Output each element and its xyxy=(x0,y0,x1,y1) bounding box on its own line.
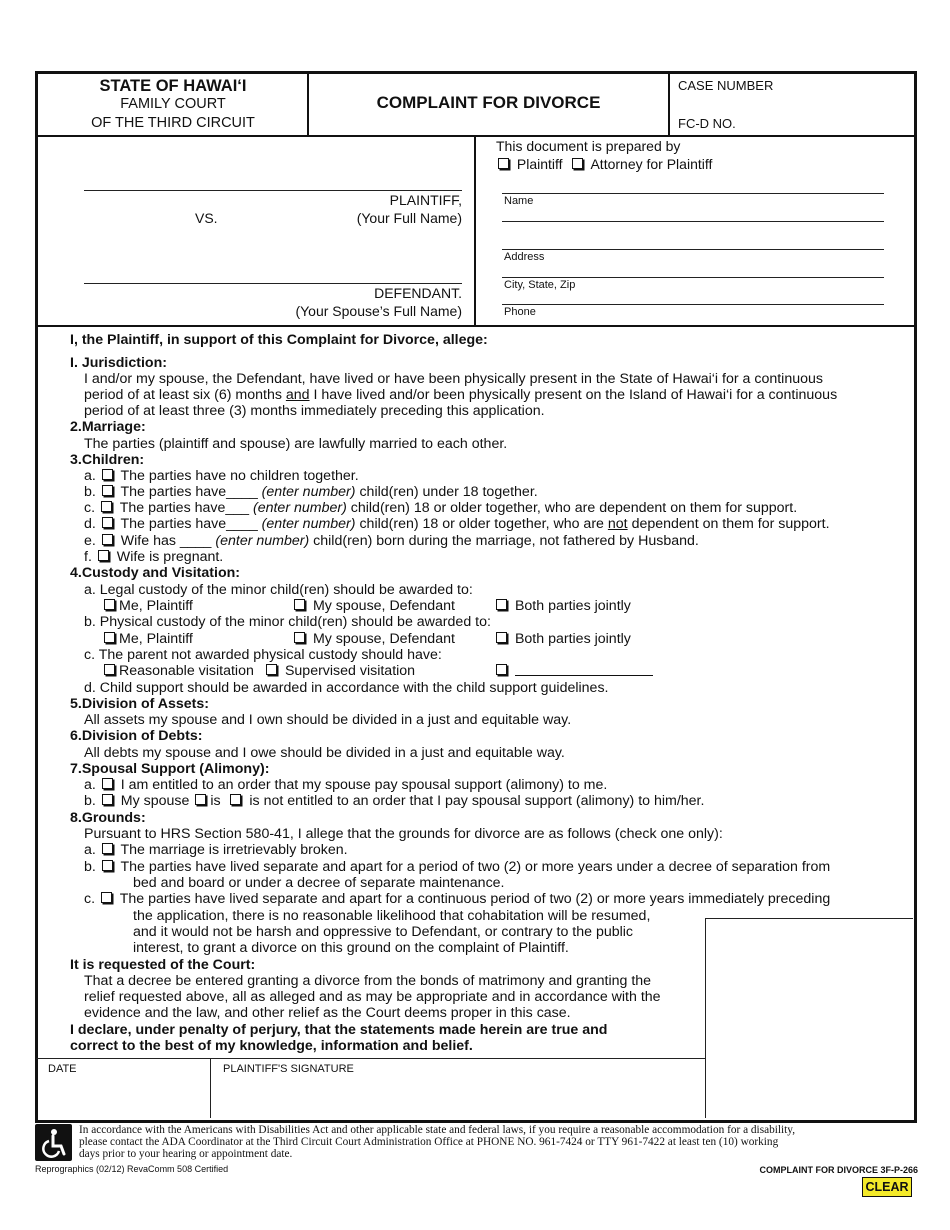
alimony-option-a: a. I am entitled to an order that my spouse pay spousal support (alimony) to me. xyxy=(84,777,608,793)
jurisdiction-text: I and/or my spouse, the Defendant, have lived or have been physically present in the State of Hawai‘i for a continuous xyxy=(84,371,823,387)
alimony-is-checkbox[interactable] xyxy=(195,794,206,805)
children-b-checkbox[interactable] xyxy=(102,485,113,496)
section-heading: 5.Division of Assets: xyxy=(70,696,210,712)
children-option-e: e. Wife has ____ (enter number) child(ren) born during the marriage, not fathered by Husband. xyxy=(84,533,699,549)
address-field-line1[interactable] xyxy=(502,221,884,222)
visitation-reasonable: Reasonable visitation xyxy=(102,663,254,679)
signature-row-top xyxy=(36,1058,706,1059)
signature-row-divider xyxy=(210,1058,211,1118)
alimony-option-b: b. My spouse is is not entitled to an order that I pay spousal support (alimony) to him/her. xyxy=(84,793,705,809)
date-label: DATE xyxy=(48,1063,77,1075)
parties-divider xyxy=(474,136,476,326)
legal-me-checkbox[interactable] xyxy=(104,599,115,610)
physical-me-checkbox[interactable] xyxy=(104,632,115,643)
section-heading: 4.Custody and Visitation: xyxy=(70,565,241,581)
legal-spouse-checkbox[interactable] xyxy=(294,599,305,610)
phone-field[interactable] xyxy=(502,304,884,305)
name-label: Name xyxy=(504,195,534,207)
debts-text: All debts my spouse and I owe should be divided in a just and equitable way. xyxy=(84,745,565,761)
prepared-by-title: This document is prepared by xyxy=(496,138,681,154)
children-option-a: a. The parties have no children together. xyxy=(84,468,359,484)
plaintiff-label: PLAINTIFF, xyxy=(389,192,462,208)
physical-both-checkbox[interactable] xyxy=(496,632,507,643)
city-state-zip-field[interactable] xyxy=(502,277,884,278)
request-text: relief requested above, all as alleged and as may be appropriate and in accordance with the xyxy=(84,989,661,1005)
alimony-b-checkbox[interactable] xyxy=(102,794,113,805)
jurisdiction-text: period of at least three (3) months immediately preceding this application. xyxy=(84,403,545,419)
children-option-c: c. The parties have___ (enter number) child(ren) 18 or older together, who are dependent on them for support. xyxy=(84,500,798,516)
attorney-checkbox[interactable] xyxy=(572,158,583,169)
case-number-label: CASE NUMBER xyxy=(678,78,774,93)
page-title: COMPLAINT FOR DIVORCE xyxy=(376,93,601,112)
child-support-text: d. Child support should be awarded in accordance with the child support guidelines. xyxy=(84,680,609,696)
legal-custody-options: Me, Plaintiff xyxy=(102,598,193,614)
supervised-visitation-checkbox[interactable] xyxy=(266,664,277,675)
physical-custody-text: b. Physical custody of the minor child(ren) should be awarded to: xyxy=(84,614,491,630)
legal-both-option: Both parties jointly xyxy=(494,598,631,614)
plaintiff-option-label: Plaintiff xyxy=(516,156,563,172)
signature-label: PLAINTIFF'S SIGNATURE xyxy=(223,1063,354,1075)
clear-button[interactable]: CLEAR xyxy=(862,1177,912,1197)
other-visitation-checkbox[interactable] xyxy=(496,664,507,675)
visitation-other xyxy=(494,663,653,679)
alimony-a-checkbox[interactable] xyxy=(102,778,113,789)
visitation-text: c. The parent not awarded physical custody should have: xyxy=(84,647,442,663)
alimony-is-not-checkbox[interactable] xyxy=(230,794,241,805)
children-f-checkbox[interactable] xyxy=(98,550,109,561)
address-label: Address xyxy=(504,251,545,263)
physical-both-option: Both parties jointly xyxy=(494,631,631,647)
state-title: STATE OF HAWAI‘I xyxy=(99,77,247,95)
grounds-a-checkbox[interactable] xyxy=(102,843,113,854)
grounds-option-b-cont: bed and board or under a decree of separate maintenance. xyxy=(133,875,505,891)
fcd-number-label: FC-D NO. xyxy=(678,116,736,131)
reasonable-visitation-checkbox[interactable] xyxy=(104,664,115,675)
plaintiff-name-field[interactable] xyxy=(84,190,462,191)
physical-spouse-option: My spouse, Defendant xyxy=(292,631,455,647)
circuit-name: OF THE THIRD CIRCUIT xyxy=(91,115,255,131)
court-stamp-box-top xyxy=(705,918,913,919)
other-visitation-field[interactable] xyxy=(515,663,653,676)
legal-both-checkbox[interactable] xyxy=(496,599,507,610)
address-field[interactable] xyxy=(502,249,884,250)
court-stamp-box-left xyxy=(705,918,706,1118)
plaintiff-hint: (Your Full Name) xyxy=(356,210,462,226)
grounds-option-c: c. The parties have lived separate and apart for a continuous period of two (2) or more years immediately preceding xyxy=(84,891,831,907)
court-name: FAMILY COURT xyxy=(120,96,226,112)
legal-spouse-option: My spouse, Defendant xyxy=(292,598,455,614)
grounds-c-checkbox[interactable] xyxy=(101,892,112,903)
children-c-checkbox[interactable] xyxy=(101,501,112,512)
date-field[interactable] xyxy=(40,1076,206,1114)
visitation-supervised: Supervised visitation xyxy=(264,663,415,679)
section-heading: 7.Spousal Support (Alimony): xyxy=(70,761,270,777)
grounds-option-a: a. The marriage is irretrievably broken. xyxy=(84,842,348,858)
defendant-name-field[interactable] xyxy=(84,283,462,284)
marriage-text: The parties (plaintiff and spouse) are lawfully married to each other. xyxy=(84,436,508,452)
section-heading: 8.Grounds: xyxy=(70,810,146,826)
children-option-b: b. The parties have____ (enter number) child(ren) under 18 together. xyxy=(84,484,538,500)
grounds-option-c-cont: interest, to grant a divorce on this ground on the complaint of Plaintiff. xyxy=(133,940,569,956)
versus-label: VS. xyxy=(195,210,218,226)
request-heading: It is requested of the Court: xyxy=(70,957,256,973)
declaration-text: I declare, under penalty of perjury, that the statements made herein are true and xyxy=(70,1022,608,1038)
children-option-d: d. The parties have____ (enter number) child(ren) 18 or older together, who are not dependent on them for support. xyxy=(84,516,830,532)
assets-text: All assets my spouse and I own should be divided in a just and equitable way. xyxy=(84,712,572,728)
legal-custody-text: a. Legal custody of the minor child(ren) should be awarded to: xyxy=(84,582,473,598)
header-divider xyxy=(668,72,670,136)
physical-custody-options: Me, Plaintiff xyxy=(102,631,193,647)
plaintiff-checkbox[interactable] xyxy=(498,158,509,169)
children-d-checkbox[interactable] xyxy=(102,517,113,528)
ada-notice: In accordance with the Americans with Disabilities Act and other applicable state and federal laws, if you require a reasonable accommodation for a disability, please contact the ADA Coordinator at the Third Circuit Court Administration Office at PHONE NO. 961-7424 or TTY 961-7422 at least ten (10) working days prior to your hearing or appointment date. xyxy=(79,1124,796,1160)
declaration-text: correct to the best of my knowledge, information and belief. xyxy=(70,1038,473,1054)
physical-spouse-checkbox[interactable] xyxy=(294,632,305,643)
jurisdiction-text: period of at least six (6) months and I have lived and/or been physically present on the Island of Hawai‘i for a continuous xyxy=(84,387,838,403)
request-text: That a decree be entered granting a divorce from the bonds of matrimony and granting the xyxy=(84,973,652,989)
grounds-option-b: b. The parties have lived separate and apart for a period of two (2) or more years under a decree of separation from xyxy=(84,859,831,875)
children-e-checkbox[interactable] xyxy=(102,534,113,545)
form-id: COMPLAINT FOR DIVORCE 3F-P-266 xyxy=(759,1165,918,1175)
prepared-by-options xyxy=(496,156,712,172)
section-heading: 6.Division of Debts: xyxy=(70,728,203,744)
case-number-field[interactable] xyxy=(760,75,908,133)
reprographics-label: Reprographics (02/12) RevaComm 508 Certified xyxy=(35,1164,229,1174)
intro-statement: I, the Plaintiff, in support of this Complaint for Divorce, allege: xyxy=(70,332,488,348)
section-heading: 2.Marriage: xyxy=(70,419,146,435)
name-field[interactable] xyxy=(502,193,884,194)
city-state-zip-label: City, State, Zip xyxy=(504,279,576,291)
grounds-option-c-cont: the application, there is no reasonable likelihood that cohabitation will be resumed, xyxy=(133,908,651,924)
phone-label: Phone xyxy=(504,306,536,318)
grounds-option-c-cont: and it would not be harsh and oppressive to Defendant, or contrary to the public xyxy=(133,924,634,940)
grounds-text: Pursuant to HRS Section 580-41, I allege that the grounds for divorce are as follows (check one only): xyxy=(84,826,723,842)
section-heading: 3.Children: xyxy=(70,452,145,468)
request-text: evidence and the law, and other relief as the Court deems proper in this case. xyxy=(84,1005,571,1021)
defendant-hint: (Your Spouse’s Full Name) xyxy=(295,303,462,319)
defendant-label: DEFENDANT. xyxy=(374,285,462,301)
children-a-checkbox[interactable] xyxy=(102,469,113,480)
section-heading: I. Jurisdiction: xyxy=(70,355,167,371)
accessibility-icon xyxy=(35,1124,72,1161)
children-option-f: f. Wife is pregnant. xyxy=(84,549,224,565)
grounds-b-checkbox[interactable] xyxy=(102,860,113,871)
parties-bottom-rule xyxy=(36,325,914,327)
attorney-option-label: Attorney for Plaintiff xyxy=(590,156,713,172)
signature-field[interactable] xyxy=(214,1076,702,1114)
